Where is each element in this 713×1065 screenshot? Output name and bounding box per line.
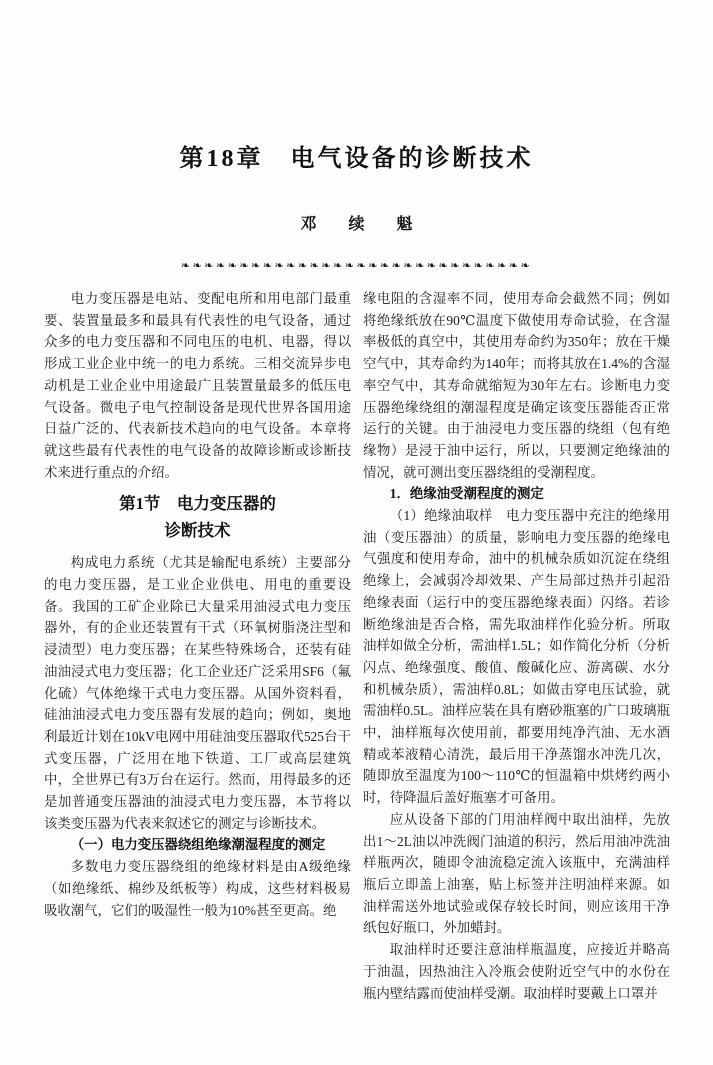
section-1-heading (44, 490, 351, 544)
section-1-heading-line2: 诊断技术 (164, 521, 231, 541)
paragraph-sampling-procedure: 应从设备下部的门用油样阀中取出油样，先放出1～2L油以冲洗阀门油道的积污，然后用油冲洗油样瓶两次，随即令油流稳定流入该瓶中，充满油样瓶后立即盖上油塞，贴上标签并注明油样来源。如油样需送外地试验或保存较长时间，则应该用干净纸包好瓶口，外加蜡封。 (363, 811, 670, 936)
paragraph-oil-sampling: （1）绝缘油取样 电力变压器中充注的绝缘用油（变压器油）的质量，影响电力变压器的绝缘电气强度和使用寿命，油中的机械杂质如沉淀在绕组绝缘上，会减弱冷却效果、产生局部过热并引起沿绝缘表面（运行中的变压器绝缘表面）闪络。若诊断绝缘油是否合格，需先取油样作化验分析。所取油样如做全分析，需油样1.5L；如作简化分析（分析闪点、绝缘强度、酸值、酸碱化应、游离碳、水分和机械杂质），需油样0.8L；如做击穿电压试验，就需油样0.5L。油样应装在具有磨砂瓶塞的广口玻璃瓶中，油样瓶每次使用前，都要用纯净汽油、无水酒精或苯液精心清洗，最后用干净蒸馏水冲洗几次，随即放至温度为100～110℃的恒温箱中烘烤约两小时，待降温后盖好瓶塞才可备用。 (363, 508, 670, 806)
paragraph-bottle-temperature: 取油样时还要注意油样瓶温度，应接近并略高于油温，因热油注入冷瓶会使附近空气中的水份在瓶内壁结露而使油样受潮。取油样时要戴上口罩并 (363, 942, 670, 1001)
left-column (44, 288, 351, 1004)
paragraph-moisture-lifespan: 缘电阻的含湿率不同，使用寿命会截然不同；例如将绝缘纸放在90℃温度下做使用寿命试验，在含湿率极低的真空中，其使用寿命约为350年；放在干燥空气中，其寿命约为140年；而将其放在1.4%的含湿率空气中，其寿命就缩短为30年左右。诊断电力变压器绝缘绕组的潮湿程度是确定该变压器能否正常运行的关键。由于油浸电力变压器的绕组（包有绝缘物）是浸于油中运行，所以，只要测定绝缘油的情况，就可测出变压器绕组的受潮程度。 (363, 291, 670, 480)
paragraph-intro: 电力变压器是电站、变配电所和用电部门最重要、装置量最多和最具有代表性的电气设备，通过众多的电力变压器和不同电压的电机、电器，得以形成工业企业中统一的电力系统。三相交流异步电动机是工业企业中用途最广且装置量最多的低压电气设备。微电子电气控制设备是现代世界各国用途日益广泛的、代表新技术趋向的电气设备。本章将就这些最有代表性的电气设备的故障诊断或诊断技术来进行重点的介绍。 (44, 291, 351, 480)
section-1-heading-line1: 第1节 电力变压器的 (119, 494, 276, 514)
chapter-title: 第18章 电气设备的诊断技术 (179, 146, 534, 172)
heading-oil-moisture-measurement: 1．绝缘油受潮程度的测定 (389, 486, 544, 502)
right-column (363, 288, 670, 1004)
paragraph-insulation-material: 多数电力变压器绕组的绝缘材料是由A级绝缘（如绝缘纸、棉纱及纸板等）构成，这些材料极易吸收潮气，它们的吸湿性一般为10%甚至更高。绝 (44, 859, 351, 918)
paragraph-power-system: 构成电力系统（尤其是输配电系统）主要部分的电力变压器，是工业企业供电、用电的重要设备。我国的工矿企业除已大量采用油浸式电力变压器外，有的企业还装置有干式（环氧树脂浇注型和浸渍型）电力变压器；在某些特殊场合，还装有硅油油浸式电力变压器；化工企业还广泛采用SF6（氟化硫）气体绝缘干式电力变压器。从国外资料看，硅油油浸式电力变压器有发展的趋向；例如，奥地利最近计划在10kV电网中用硅油变压器取代525台干式变压器，广泛用在地下铁道、工厂或高层建筑中，全世界已有3万台在运行。然而，用得最多的还是加普通变压器油的油浸式电力变压器，本节将以该类变压器为代表来叙述它的测定与诊断技术。 (44, 555, 351, 831)
two-column-text-area (44, 288, 670, 1004)
subheading-winding-moisture: （一）电力变压器绕组绝缘潮湿程度的测定 (70, 837, 326, 853)
author-name: 邓 续 魁 (300, 216, 427, 233)
ornament-divider: ❧❧❧❧❧❧❧❧❧❧❧❧❧❧❧❧❧❧❧❧❧❧❧❧❧❧❧❧❧❧ (180, 260, 533, 272)
